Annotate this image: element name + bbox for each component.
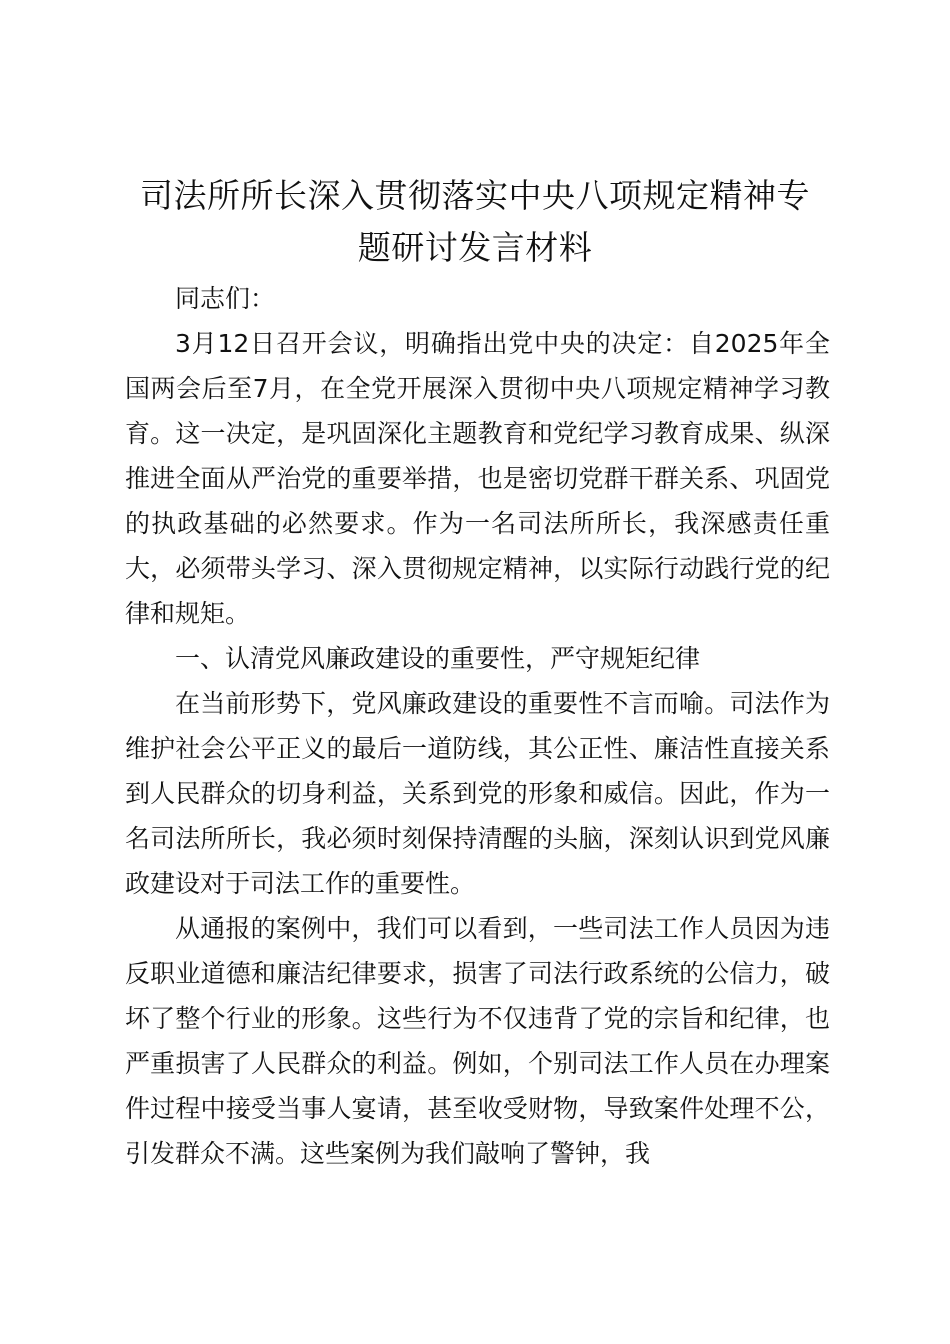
paragraph-section-1: 在当前形势下，党风廉政建设的重要性不言而喻。司法作为维护社会公平正义的最后一道防线，其公正性、廉洁性直接关系到人民群众的切身利益，关系到党的形象和威信。因此，作为一名司法所所长，我必须时刻保持清醒的头脑，深刻认识到党风廉政建设对于司法工作的重要性。	[125, 689, 830, 898]
paragraph-intro: 3月12日召开会议，明确指出党中央的决定：自2025年全国两会后至7月，在全党开展深入贯彻中央八项规定精神学习教育。这一决定，是巩固深化主题教育和党纪学习教育成果、纵深推进全面从严治党的重要举措，也是密切党群干群关系、巩固党的执政基础的必然要求。作为一名司法所所长，我深感责任重大，必须带头学习、深入贯彻规定精神，以实际行动践行党的纪律和规矩。	[125, 329, 830, 628]
document-title	[110, 170, 840, 274]
title-line-2: 题研讨发言材料	[357, 228, 593, 267]
title-line-1: 司法所所长深入贯彻落实中央八项规定精神专	[140, 176, 810, 215]
section-heading-1: 一、认清党风廉政建设的重要性，严守规矩纪律	[175, 644, 701, 673]
paragraph-cases: 从通报的案例中，我们可以看到，一些司法工作人员因为违反职业道德和廉洁纪律要求，损害了司法行政系统的公信力，破坏了整个行业的形象。这些行为不仅违背了党的宗旨和纪律，也严重损害了人民群众的利益。例如，个别司法工作人员在办理案件过程中接受当事人宴请，甚至收受财物，导致案件处理不公，引发群众不满。这些案例为我们敲响了警钟，我	[125, 914, 830, 1168]
document-body	[125, 276, 830, 1176]
salutation: 同志们：	[175, 284, 276, 313]
